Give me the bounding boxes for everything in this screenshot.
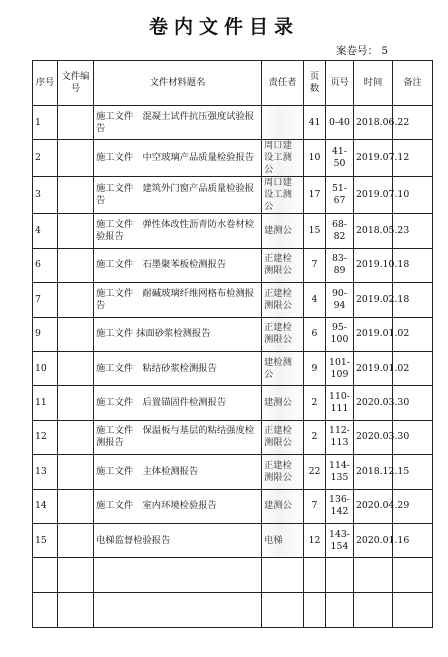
cell-no: 12 bbox=[33, 420, 58, 454]
cell-no: 6 bbox=[33, 248, 58, 282]
cell-title: 施工文件 抹面砂浆检测报告 bbox=[94, 317, 262, 351]
empty-cell bbox=[304, 558, 326, 593]
cell-responsible: 正建检测限公 bbox=[262, 317, 304, 351]
cell-title: 施工文件 后置锚固件检测报告 bbox=[94, 386, 262, 420]
cell-code bbox=[58, 140, 94, 177]
cell-pages: 9 bbox=[304, 351, 326, 385]
cell-date: 2020.03.30 bbox=[354, 420, 393, 454]
cell-no: 1 bbox=[33, 106, 58, 140]
cell-page-range: 51-67 bbox=[326, 177, 354, 214]
cell-code bbox=[58, 106, 94, 140]
cell-no: 9 bbox=[33, 317, 58, 351]
cell-date: 2020.04.29 bbox=[354, 489, 393, 523]
cell-pages: 15 bbox=[304, 214, 326, 248]
cell-responsible: 正建检测限公 bbox=[262, 455, 304, 489]
cell-no: 7 bbox=[33, 283, 58, 317]
col-header-range: 页号 bbox=[326, 61, 354, 106]
cell-date: 2019.07.10 bbox=[354, 177, 393, 214]
col-header-responsible: 责任者 bbox=[262, 61, 304, 106]
cell-code bbox=[58, 214, 94, 248]
cell-code bbox=[58, 177, 94, 214]
cell-no: 2 bbox=[33, 140, 58, 177]
cell-code bbox=[58, 455, 94, 489]
table-header-row bbox=[33, 61, 433, 106]
volume-value: 5 bbox=[381, 45, 388, 57]
empty-cell bbox=[354, 593, 393, 628]
table-row bbox=[33, 283, 433, 317]
cell-date: 2020.03.30 bbox=[354, 386, 393, 420]
table-row bbox=[33, 248, 433, 282]
col-header-pages: 页数 bbox=[304, 61, 326, 106]
empty-cell bbox=[393, 558, 433, 593]
cell-page-range: 0-40 bbox=[326, 106, 354, 140]
table-row bbox=[33, 106, 433, 140]
cell-responsible: 建测公 bbox=[262, 489, 304, 523]
cell-page-range: 112-113 bbox=[326, 420, 354, 454]
cell-page-range: 101-109 bbox=[326, 351, 354, 385]
cell-pages: 2 bbox=[304, 386, 326, 420]
cell-page-range: 90-94 bbox=[326, 283, 354, 317]
cell-code bbox=[58, 248, 94, 282]
cell-no: 4 bbox=[33, 214, 58, 248]
cell-page-range: 41-50 bbox=[326, 140, 354, 177]
cell-page-range: 68-82 bbox=[326, 214, 354, 248]
table-row bbox=[33, 489, 433, 523]
cell-no: 15 bbox=[33, 523, 58, 557]
cell-pages: 17 bbox=[304, 177, 326, 214]
cell-responsible bbox=[262, 106, 304, 140]
cell-title: 施工文件 主体检测报告 bbox=[94, 455, 262, 489]
empty-cell bbox=[393, 593, 433, 628]
volume-number bbox=[336, 43, 388, 58]
cell-pages: 41 bbox=[304, 106, 326, 140]
empty-table-row bbox=[33, 558, 433, 593]
col-header-title: 文件材料题名 bbox=[94, 61, 262, 106]
cell-page-range: 114-135 bbox=[326, 455, 354, 489]
volume-label: 案卷号： bbox=[335, 45, 378, 57]
cell-pages: 7 bbox=[304, 489, 326, 523]
empty-cell bbox=[94, 558, 262, 593]
cell-pages: 12 bbox=[304, 523, 326, 557]
table-row bbox=[33, 386, 433, 420]
cell-title: 施工文件 混凝土试件抗压强度试验报告 bbox=[94, 106, 262, 140]
empty-cell bbox=[33, 593, 58, 628]
page-title: 卷内文件目录 bbox=[148, 16, 299, 38]
cell-responsible: 周口建设工测公 bbox=[262, 177, 304, 214]
empty-table-row bbox=[33, 593, 433, 628]
cell-date: 2019.02.18 bbox=[354, 283, 393, 317]
cell-no: 10 bbox=[33, 351, 58, 385]
cell-no: 3 bbox=[33, 177, 58, 214]
cell-responsible: 周口建设工测公 bbox=[262, 140, 304, 177]
empty-cell bbox=[326, 558, 354, 593]
cell-code bbox=[58, 351, 94, 385]
empty-cell bbox=[354, 558, 393, 593]
empty-cell bbox=[326, 593, 354, 628]
cell-code bbox=[58, 317, 94, 351]
cell-responsible: 建检测公 bbox=[262, 351, 304, 385]
table-row bbox=[33, 523, 433, 557]
cell-title: 施工文件 粘结砂浆检测报告 bbox=[94, 351, 262, 385]
cell-code bbox=[58, 523, 94, 557]
cell-responsible: 建测公 bbox=[262, 386, 304, 420]
cell-title: 施工文件 耐碱玻璃纤维网格布检测报告 bbox=[94, 283, 262, 317]
cell-date: 2018.05.23 bbox=[354, 214, 393, 248]
cell-date: 2018.12.15 bbox=[354, 455, 393, 489]
table-body bbox=[33, 106, 433, 628]
empty-cell bbox=[58, 558, 94, 593]
cell-date: 2019.10.18 bbox=[354, 248, 393, 282]
cell-date: 2019.07.12 bbox=[354, 140, 393, 177]
cell-page-range: 83-89 bbox=[326, 248, 354, 282]
cell-code bbox=[58, 489, 94, 523]
cell-code bbox=[58, 283, 94, 317]
cell-title: 施工文件 室内环境检验报告 bbox=[94, 489, 262, 523]
cell-date: 2019.01.02 bbox=[354, 317, 393, 351]
cell-page-range: 136-142 bbox=[326, 489, 354, 523]
empty-cell bbox=[262, 593, 304, 628]
cell-page-range: 95-100 bbox=[326, 317, 354, 351]
table-row bbox=[33, 317, 433, 351]
empty-cell bbox=[304, 593, 326, 628]
cell-page-range: 110-111 bbox=[326, 386, 354, 420]
table-row bbox=[33, 140, 433, 177]
cell-no: 14 bbox=[33, 489, 58, 523]
cell-date: 2019.01.02 bbox=[354, 351, 393, 385]
cell-date: 2020.01.16 bbox=[354, 523, 393, 557]
cell-page-range: 143-154 bbox=[326, 523, 354, 557]
cell-title: 施工文件 弹性体改性沥青防水卷材检验报告 bbox=[94, 214, 262, 248]
col-header-remark: 备注 bbox=[393, 61, 433, 106]
cell-pages: 7 bbox=[304, 248, 326, 282]
cell-responsible: 建测公 bbox=[262, 214, 304, 248]
col-header-code: 文件编号 bbox=[58, 61, 94, 106]
cell-pages: 22 bbox=[304, 455, 326, 489]
cell-responsible: 正建检测限公 bbox=[262, 248, 304, 282]
cell-responsible: 电梯 bbox=[262, 523, 304, 557]
empty-cell bbox=[262, 558, 304, 593]
col-header-date: 时间 bbox=[354, 61, 393, 106]
cell-title: 施工文件 保温板与基层的粘结强度检测报告 bbox=[94, 420, 262, 454]
cell-pages: 10 bbox=[304, 140, 326, 177]
cell-date: 2018.06.22 bbox=[354, 106, 393, 140]
empty-cell bbox=[33, 558, 58, 593]
table-row bbox=[33, 420, 433, 454]
cell-responsible: 正建检测限公 bbox=[262, 283, 304, 317]
table-row bbox=[33, 351, 433, 385]
cell-title: 施工文件 石墨聚苯板检测报告 bbox=[94, 248, 262, 282]
col-header-no: 序号 bbox=[33, 61, 58, 106]
cell-code bbox=[58, 386, 94, 420]
cell-no: 13 bbox=[33, 455, 58, 489]
cell-code bbox=[58, 420, 94, 454]
cell-title: 电梯监督检验报告 bbox=[94, 523, 262, 557]
table-row bbox=[33, 455, 433, 489]
empty-cell bbox=[94, 593, 262, 628]
table-row bbox=[33, 177, 433, 214]
empty-cell bbox=[58, 593, 94, 628]
cell-pages: 2 bbox=[304, 420, 326, 454]
cell-no: 11 bbox=[33, 386, 58, 420]
cell-responsible: 正建检测限公 bbox=[262, 420, 304, 454]
file-catalog-table bbox=[32, 60, 433, 628]
table-row bbox=[33, 214, 433, 248]
cell-pages: 4 bbox=[304, 283, 326, 317]
cell-title: 施工文件 中空玻璃产品质量检验报告 bbox=[94, 140, 262, 177]
cell-pages: 6 bbox=[304, 317, 326, 351]
cell-title: 施工文件 建筑外门窗产品质量检验报告 bbox=[94, 177, 262, 214]
